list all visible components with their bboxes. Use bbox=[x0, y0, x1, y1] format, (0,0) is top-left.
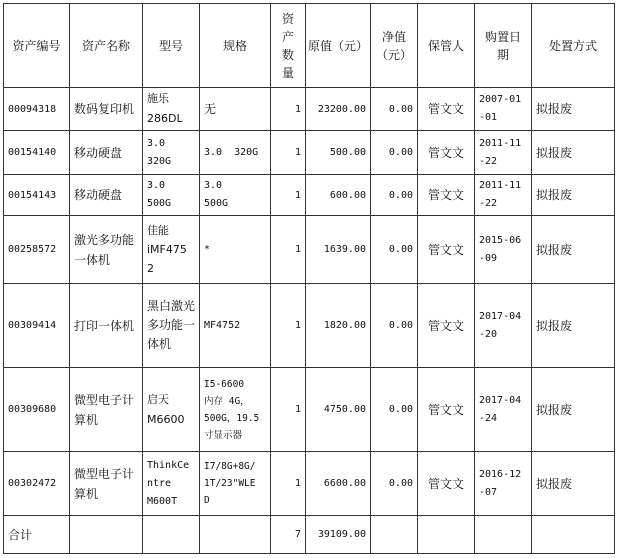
empty-cell bbox=[70, 516, 143, 554]
table-row bbox=[4, 216, 615, 284]
cell-keeper: 管文文 bbox=[418, 88, 475, 131]
cell-disposal-method: 拟报废 bbox=[532, 216, 615, 284]
cell-purchase-date: 2017-04 -20 bbox=[475, 284, 532, 368]
header-purchase-date: 购置日 期 bbox=[475, 4, 532, 88]
table-row bbox=[4, 88, 615, 131]
empty-cell bbox=[475, 516, 532, 554]
table-row bbox=[4, 175, 615, 216]
cell-asset-no: 00094318 bbox=[4, 88, 70, 131]
cell-model: 3.0 500G bbox=[143, 175, 200, 216]
cell-spec: MF4752 bbox=[200, 284, 271, 368]
header-asset-name: 资产名称 bbox=[70, 4, 143, 88]
cell-spec: 无 bbox=[200, 88, 271, 131]
cell-disposal-method: 拟报废 bbox=[532, 175, 615, 216]
cell-asset-name: 微型电子计算机 bbox=[70, 452, 143, 516]
cell-asset-no: 00309414 bbox=[4, 284, 70, 368]
cell-purchase-date: 2011-11 -22 bbox=[475, 175, 532, 216]
cell-net-value: 0.00 bbox=[371, 175, 418, 216]
header-spec: 规格 bbox=[200, 4, 271, 88]
cell-asset-name: 微型电子计算机 bbox=[70, 368, 143, 452]
cell-purchase-date: 2016-12 -07 bbox=[475, 452, 532, 516]
cell-original-value: 1820.00 bbox=[306, 284, 371, 368]
cell-net-value: 0.00 bbox=[371, 284, 418, 368]
cell-model: 黑白激光多功能一体机 bbox=[143, 284, 200, 368]
total-label: 合计 bbox=[4, 516, 70, 554]
header-disposal-method: 处置方式 bbox=[532, 4, 615, 88]
cell-spec: 3.0 320G bbox=[200, 131, 271, 175]
cell-asset-name: 数码复印机 bbox=[70, 88, 143, 131]
table-row bbox=[4, 284, 615, 368]
cell-keeper: 管文文 bbox=[418, 216, 475, 284]
total-original-value: 39109.00 bbox=[306, 516, 371, 554]
cell-net-value: 0.00 bbox=[371, 452, 418, 516]
header-asset-no: 资产编号 bbox=[4, 4, 70, 88]
cell-model: 佳能 iMF475 2 bbox=[143, 216, 200, 284]
total-quantity: 7 bbox=[271, 516, 306, 554]
cell-disposal-method: 拟报废 bbox=[532, 131, 615, 175]
empty-cell bbox=[532, 516, 615, 554]
cell-original-value: 500.00 bbox=[306, 131, 371, 175]
table-row bbox=[4, 368, 615, 452]
cell-model: ThinkCe ntre M600T bbox=[143, 452, 200, 516]
header-quantity: 资 产 数 量 bbox=[271, 4, 306, 88]
cell-model: 施乐 286DL bbox=[143, 88, 200, 131]
cell-keeper: 管文文 bbox=[418, 452, 475, 516]
cell-quantity: 1 bbox=[271, 131, 306, 175]
cell-keeper: 管文文 bbox=[418, 368, 475, 452]
cell-asset-name: 打印一体机 bbox=[70, 284, 143, 368]
empty-cell bbox=[371, 516, 418, 554]
cell-purchase-date: 2017-04 -24 bbox=[475, 368, 532, 452]
table-row bbox=[4, 131, 615, 175]
cell-original-value: 1639.00 bbox=[306, 216, 371, 284]
empty-cell bbox=[418, 516, 475, 554]
header-row bbox=[4, 4, 615, 88]
empty-cell bbox=[200, 516, 271, 554]
cell-quantity: 1 bbox=[271, 368, 306, 452]
table-row bbox=[4, 452, 615, 516]
cell-spec: I5-6600 内存 4G， 500G，19.5 寸显示器 bbox=[200, 368, 271, 452]
cell-model: 3.0 320G bbox=[143, 131, 200, 175]
cell-original-value: 4750.00 bbox=[306, 368, 371, 452]
header-net-value: 净值 （元） bbox=[371, 4, 418, 88]
asset-disposal-table bbox=[3, 3, 615, 554]
cell-original-value: 6600.00 bbox=[306, 452, 371, 516]
cell-asset-name: 移动硬盘 bbox=[70, 131, 143, 175]
cell-keeper: 管文文 bbox=[418, 175, 475, 216]
header-model: 型号 bbox=[143, 4, 200, 88]
cell-disposal-method: 拟报废 bbox=[532, 284, 615, 368]
cell-spec: I7/8G+8G/ 1T/23"WLE D bbox=[200, 452, 271, 516]
cell-original-value: 23200.00 bbox=[306, 88, 371, 131]
cell-asset-no: 00309680 bbox=[4, 368, 70, 452]
cell-model: 启天 M6600 bbox=[143, 368, 200, 452]
cell-net-value: 0.00 bbox=[371, 88, 418, 131]
cell-quantity: 1 bbox=[271, 452, 306, 516]
cell-spec: * bbox=[200, 216, 271, 284]
cell-purchase-date: 2015-06 -09 bbox=[475, 216, 532, 284]
header-keeper: 保管人 bbox=[418, 4, 475, 88]
cell-quantity: 1 bbox=[271, 175, 306, 216]
header-original-value: 原值（元） bbox=[306, 4, 371, 88]
cell-asset-no: 00154140 bbox=[4, 131, 70, 175]
cell-asset-name: 激光多功能一体机 bbox=[70, 216, 143, 284]
cell-spec: 3.0 500G bbox=[200, 175, 271, 216]
cell-keeper: 管文文 bbox=[418, 131, 475, 175]
empty-cell bbox=[143, 516, 200, 554]
cell-net-value: 0.00 bbox=[371, 131, 418, 175]
cell-original-value: 600.00 bbox=[306, 175, 371, 216]
cell-disposal-method: 拟报废 bbox=[532, 368, 615, 452]
cell-quantity: 1 bbox=[271, 284, 306, 368]
cell-asset-no: 00258572 bbox=[4, 216, 70, 284]
cell-purchase-date: 2007-01 -01 bbox=[475, 88, 532, 131]
cell-asset-no: 00154143 bbox=[4, 175, 70, 216]
cell-quantity: 1 bbox=[271, 88, 306, 131]
cell-disposal-method: 拟报废 bbox=[532, 88, 615, 131]
cell-disposal-method: 拟报废 bbox=[532, 452, 615, 516]
cell-net-value: 0.00 bbox=[371, 216, 418, 284]
cell-purchase-date: 2011-11 -22 bbox=[475, 131, 532, 175]
total-row bbox=[4, 516, 615, 554]
cell-asset-name: 移动硬盘 bbox=[70, 175, 143, 216]
cell-keeper: 管文文 bbox=[418, 284, 475, 368]
cell-net-value: 0.00 bbox=[371, 368, 418, 452]
cell-asset-no: 00302472 bbox=[4, 452, 70, 516]
cell-quantity: 1 bbox=[271, 216, 306, 284]
